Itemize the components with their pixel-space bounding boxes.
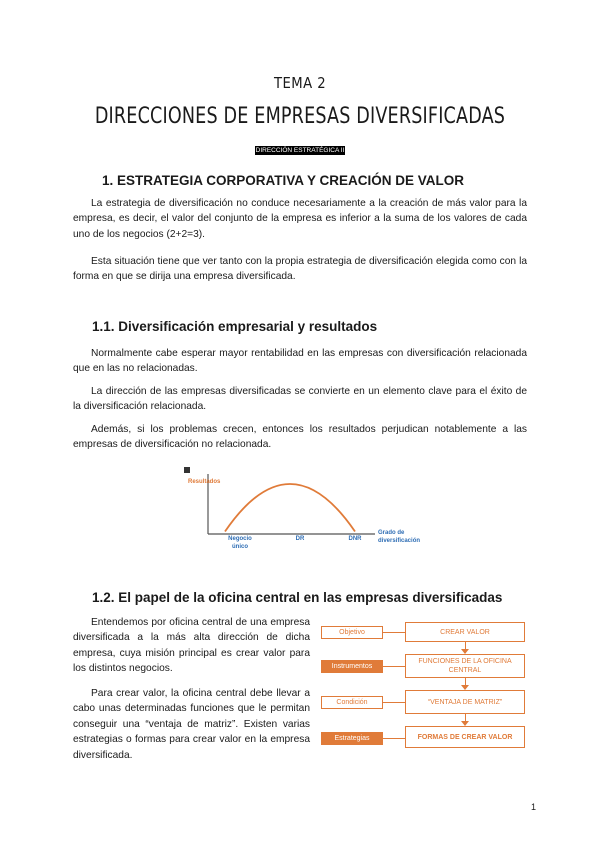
category-label-dr: DR bbox=[295, 536, 305, 542]
box-ventaja-matriz: “VENTAJA DE MATRIZ” bbox=[405, 690, 525, 714]
section-1-1-paragraph-1: Normalmente cabe esperar mayor rentabilidad en las empresas con diversificación relacionada que en las no relacionadas. bbox=[73, 348, 527, 375]
category-label-unico: único bbox=[232, 544, 248, 550]
x-axis-label-line-1: Grado de bbox=[378, 530, 405, 536]
page-number: 1 bbox=[530, 802, 536, 812]
label-condicion: Condición bbox=[321, 696, 383, 709]
connector-3 bbox=[383, 702, 405, 703]
x-axis-label-line-2: diversificación bbox=[378, 538, 421, 544]
section-1-heading: 1. ESTRATEGIA CORPORATIVA Y CREACIÓN DE VALOR bbox=[102, 173, 465, 188]
subject-label: DIRECCIÓN ESTRATÉGICA II bbox=[255, 147, 345, 154]
section-1-paragraph-1: La estrategia de diversificación no conduce necesariamente a la creación de más valor para la empresa, es decir, el valor del conjunto de la empresa es inferior a la suma de los valores de cada uno de los negocios (2+2=3). bbox=[73, 198, 527, 240]
topic-number: TEMA 2 bbox=[273, 74, 327, 92]
section-1-2-heading: 1.2. El papel de la oficina central en las empresas diversificadas bbox=[92, 590, 503, 605]
box-crear-valor: CREAR VALOR bbox=[405, 622, 525, 642]
label-objetivo: Objetivo bbox=[321, 626, 383, 639]
category-label-dnr: DNR bbox=[348, 536, 362, 542]
y-axis-label: Resultados bbox=[188, 479, 221, 485]
section-1-paragraph-2: Esta situación tiene que ver tanto con la propia estrategia de diversificación elegida como con la forma en que se dirija una empresa diversificada. bbox=[73, 256, 527, 283]
section-1-2-paragraph-2: Para crear valor, la oficina central debe llevar a cabo unas determinadas funciones que le permitan conseguir una “ventaja de matriz”. Existen varias estrategias o formas para crear valor en la empresa diversificada. bbox=[73, 688, 310, 761]
category-label-negocio: Negocio bbox=[228, 536, 252, 542]
central-office-diagram bbox=[318, 620, 530, 750]
chart-marker-icon bbox=[184, 467, 190, 473]
section-1-1-paragraph-3: Además, si los problemas crecen, entonces los resultados perjudican notablemente a las empresas de diversificación no relacionada. bbox=[73, 424, 527, 451]
subject-banner bbox=[0, 139, 600, 157]
section-1-2-paragraph-1: Entendemos por oficina central de una empresa diversificada a la más alta dirección de dicha empresa, cuya misión principal es crear valor para los distintos negocios. bbox=[73, 617, 310, 675]
connector-2 bbox=[383, 666, 405, 667]
label-instrumentos: Instrumentos bbox=[321, 660, 383, 673]
box-funciones: FUNCIONES DE LA OFICINA CENTRAL bbox=[405, 654, 525, 678]
section-1-1-heading: 1.1. Diversificación empresarial y resultados bbox=[92, 319, 378, 334]
connector-1 bbox=[383, 632, 405, 633]
box-formas-crear-valor: FORMAS DE CREAR VALOR bbox=[405, 726, 525, 748]
section-1-1-paragraph-2: La dirección de las empresas diversificadas se convierte en un elemento clave para el éxito de la diversificación relacionada. bbox=[73, 386, 527, 413]
connector-4 bbox=[383, 738, 405, 739]
document-title: DIRECCIONES DE EMPRESAS DIVERSIFICADAS bbox=[94, 104, 506, 129]
results-diversification-chart bbox=[180, 462, 450, 554]
results-curve bbox=[225, 484, 355, 532]
label-estrategias: Estrategias bbox=[321, 732, 383, 745]
